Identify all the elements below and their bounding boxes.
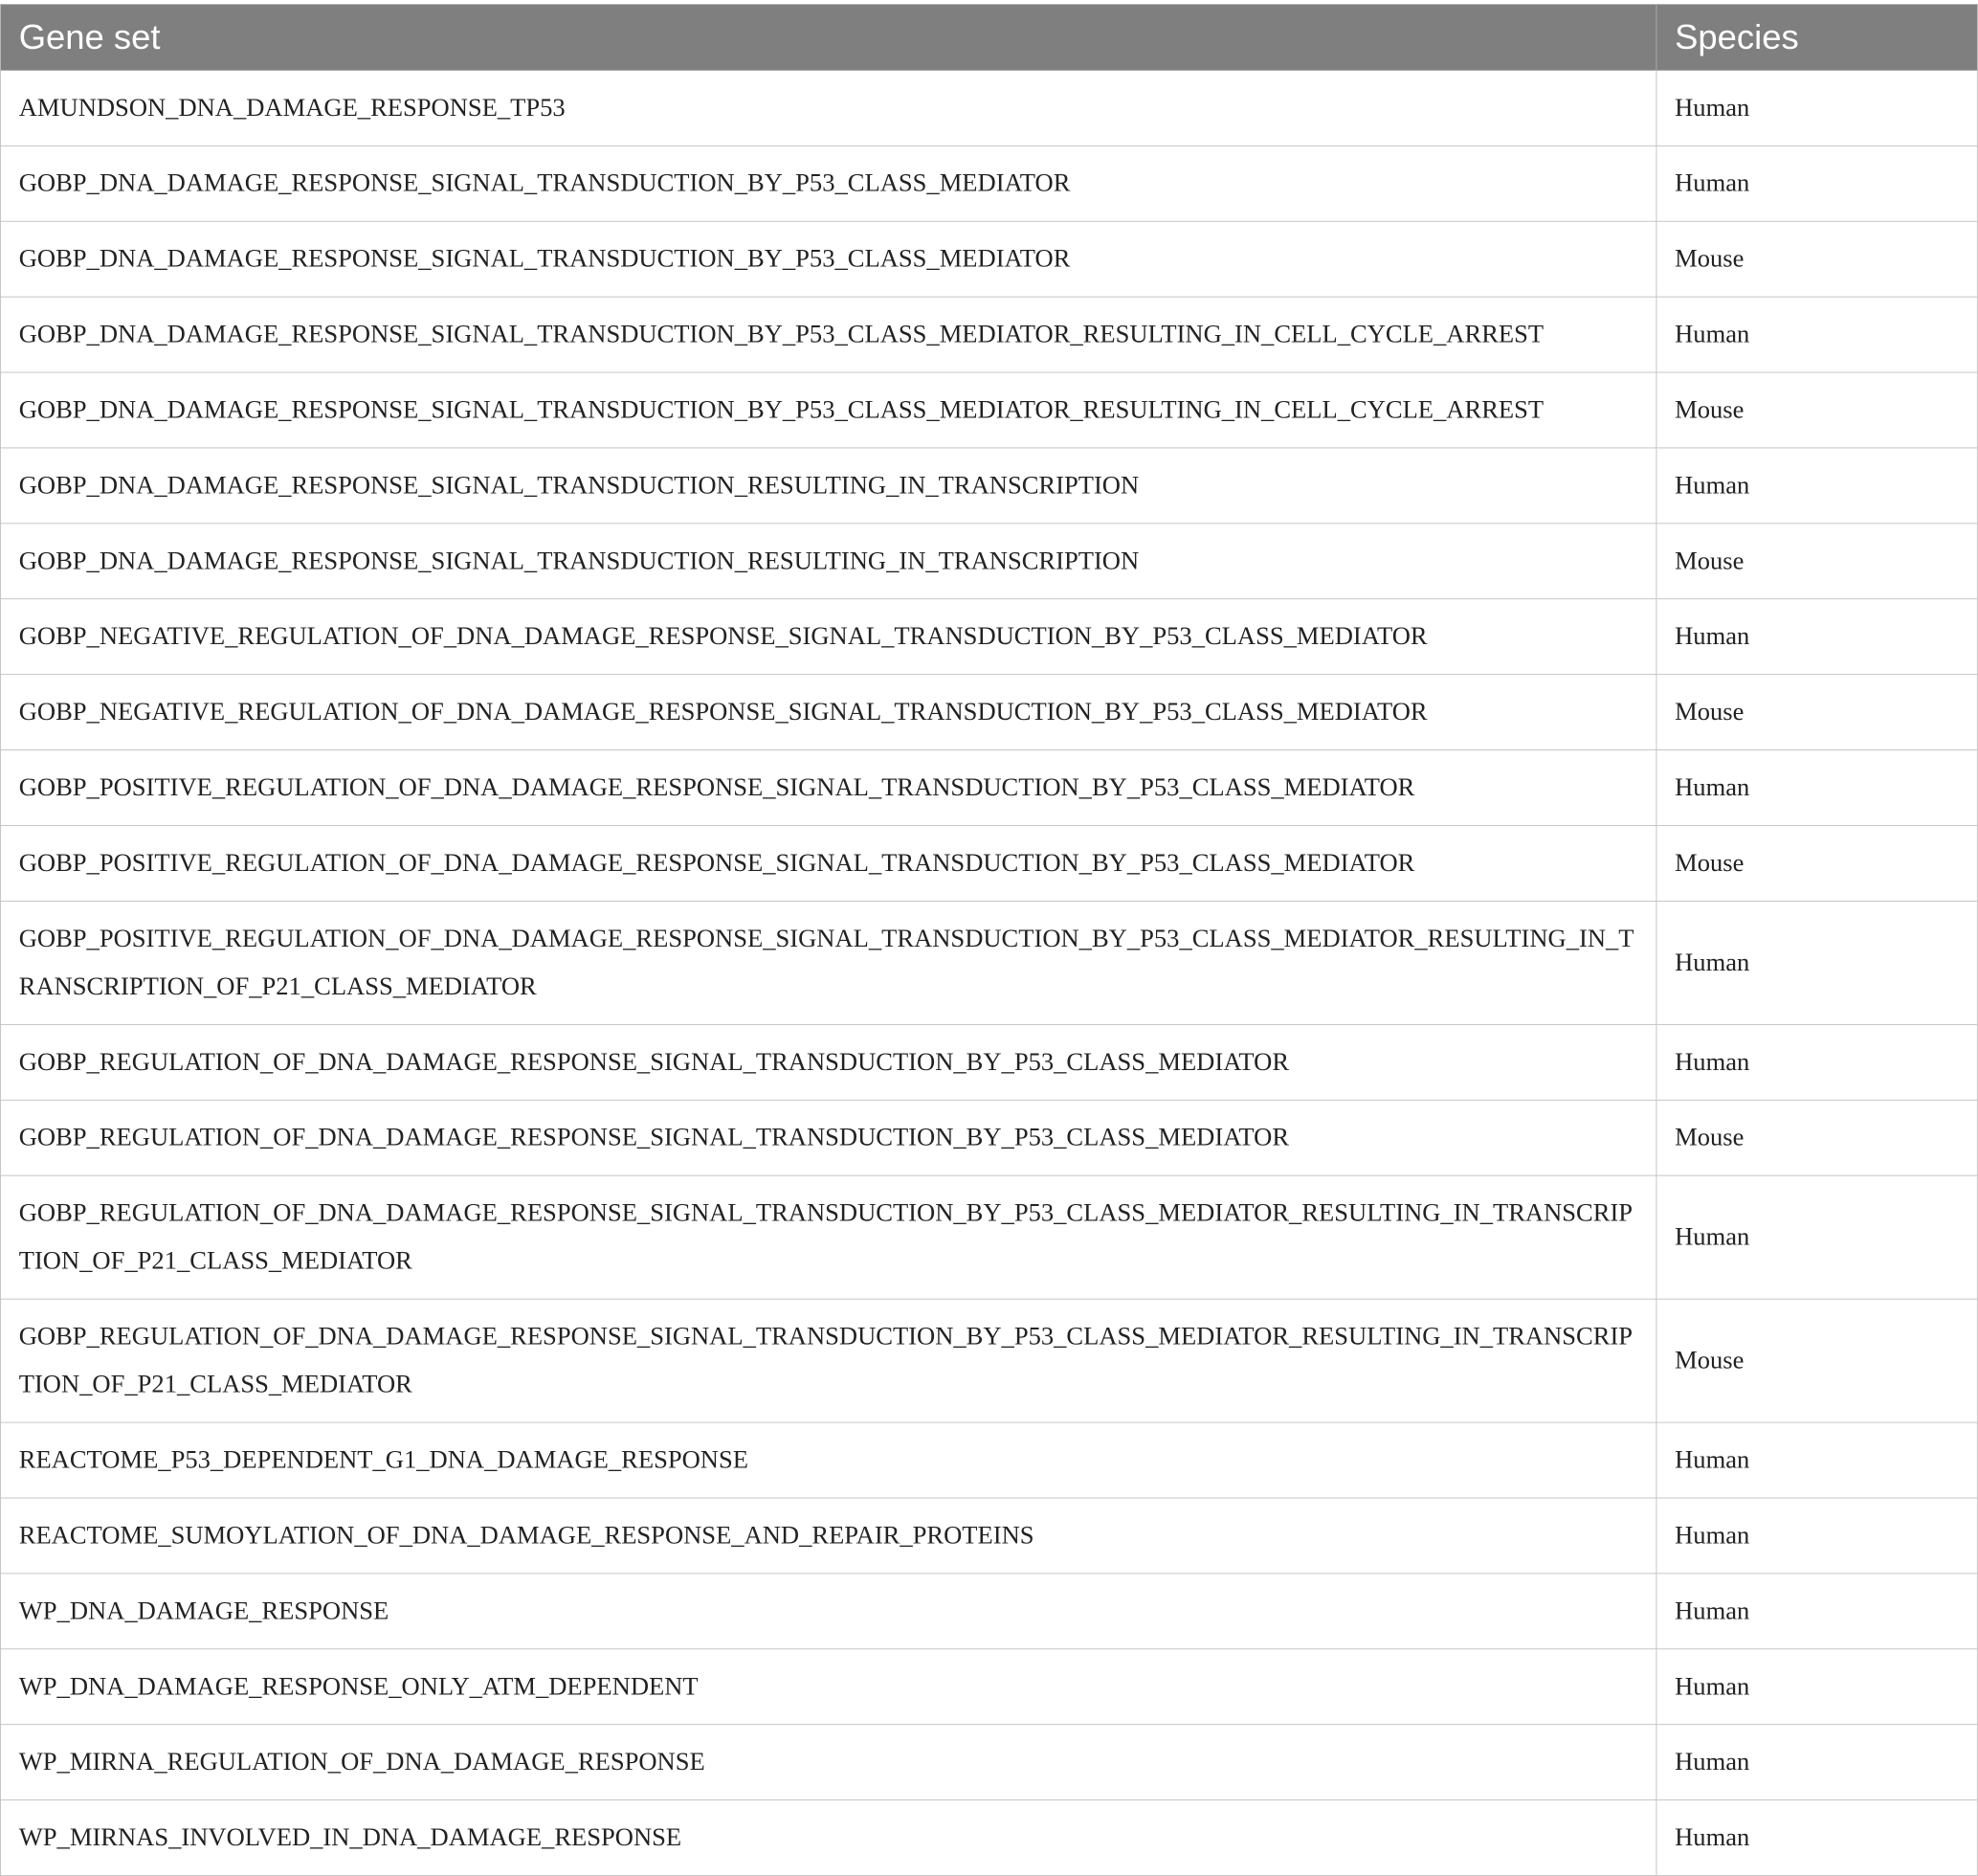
table-row: [0, 448, 1977, 524]
species-cell: Human: [1656, 145, 1978, 221]
gene-set-cell: GOBP_POSITIVE_REGULATION_OF_DNA_DAMAGE_RESPONSE_SIGNAL_TRANSDUCTION_BY_P53_CLASS_MEDIATOR: [0, 750, 1656, 826]
gene-set-cell: WP_MIRNA_REGULATION_OF_DNA_DAMAGE_RESPONSE: [0, 1725, 1656, 1800]
table-row: [0, 750, 1977, 826]
gene-set-cell: GOBP_POSITIVE_REGULATION_OF_DNA_DAMAGE_RESPONSE_SIGNAL_TRANSDUCTION_BY_P53_CLASS_MEDIATOR: [0, 825, 1656, 901]
table-row: [0, 1498, 1977, 1574]
species-cell: Human: [1656, 1422, 1978, 1498]
table-row: [0, 675, 1977, 750]
species-cell: Human: [1656, 599, 1978, 675]
species-cell: Human: [1656, 1649, 1978, 1725]
species-cell: Human: [1656, 1024, 1978, 1100]
table-row: [0, 524, 1977, 599]
gene-set-cell: WP_DNA_DAMAGE_RESPONSE_ONLY_ATM_DEPENDENT: [0, 1649, 1656, 1725]
species-cell: Mouse: [1656, 372, 1978, 448]
species-cell: Human: [1656, 1498, 1978, 1574]
species-cell: Human: [1656, 750, 1978, 826]
species-cell: Human: [1656, 70, 1978, 145]
table-row: [0, 901, 1977, 1024]
gene-set-cell: GOBP_NEGATIVE_REGULATION_OF_DNA_DAMAGE_RESPONSE_SIGNAL_TRANSDUCTION_BY_P53_CLASS_MEDIATOR: [0, 599, 1656, 675]
table-row: [0, 221, 1977, 297]
table-row: [0, 599, 1977, 675]
species-cell: Mouse: [1656, 825, 1978, 901]
table-row: [0, 1574, 1977, 1649]
column-header-gene-set: Gene set: [0, 4, 1656, 70]
table-row: [0, 297, 1977, 372]
gene-set-cell: WP_DNA_DAMAGE_RESPONSE: [0, 1574, 1656, 1649]
gene-set-cell: GOBP_REGULATION_OF_DNA_DAMAGE_RESPONSE_SIGNAL_TRANSDUCTION_BY_P53_CLASS_MEDIATOR: [0, 1100, 1656, 1175]
table-header: [0, 4, 1977, 70]
gene-set-cell: REACTOME_P53_DEPENDENT_G1_DNA_DAMAGE_RESPONSE: [0, 1422, 1656, 1498]
gene-set-table-container: [0, 4, 1799, 1876]
table-row: [0, 1024, 1977, 1100]
species-cell: Human: [1656, 1175, 1978, 1299]
gene-set-table: [0, 4, 1978, 1876]
column-header-species: Species: [1656, 4, 1978, 70]
species-cell: Mouse: [1656, 524, 1978, 599]
gene-set-cell: GOBP_REGULATION_OF_DNA_DAMAGE_RESPONSE_SIGNAL_TRANSDUCTION_BY_P53_CLASS_MEDIATOR_RESULTING_IN_TRANSCRIPTION_OF_P21_CLASS_MEDIATOR: [0, 1175, 1656, 1299]
table-row: [0, 372, 1977, 448]
species-cell: Mouse: [1656, 1100, 1978, 1175]
table-row: [0, 1175, 1977, 1299]
species-cell: Mouse: [1656, 675, 1978, 750]
species-cell: Mouse: [1656, 1299, 1978, 1422]
gene-set-cell: AMUNDSON_DNA_DAMAGE_RESPONSE_TP53: [0, 70, 1656, 145]
gene-set-cell: GOBP_DNA_DAMAGE_RESPONSE_SIGNAL_TRANSDUCTION_RESULTING_IN_TRANSCRIPTION: [0, 448, 1656, 524]
gene-set-cell: GOBP_DNA_DAMAGE_RESPONSE_SIGNAL_TRANSDUCTION_BY_P53_CLASS_MEDIATOR: [0, 145, 1656, 221]
gene-set-cell: GOBP_REGULATION_OF_DNA_DAMAGE_RESPONSE_SIGNAL_TRANSDUCTION_BY_P53_CLASS_MEDIATOR_RESULTING_IN_TRANSCRIPTION_OF_P21_CLASS_MEDIATOR: [0, 1299, 1656, 1422]
species-cell: Human: [1656, 1574, 1978, 1649]
gene-set-cell: GOBP_POSITIVE_REGULATION_OF_DNA_DAMAGE_RESPONSE_SIGNAL_TRANSDUCTION_BY_P53_CLASS_MEDIATOR_RESULTING_IN_TRANSCRIPTION_OF_P21_CLASS_MEDIATOR: [0, 901, 1656, 1024]
gene-set-cell: GOBP_DNA_DAMAGE_RESPONSE_SIGNAL_TRANSDUCTION_RESULTING_IN_TRANSCRIPTION: [0, 524, 1656, 599]
table-row: [0, 1422, 1977, 1498]
table-row: [0, 1725, 1977, 1800]
table-row: [0, 1649, 1977, 1725]
species-cell: Human: [1656, 297, 1978, 372]
header-row: [0, 4, 1977, 70]
table-row: [0, 145, 1977, 221]
species-cell: Human: [1656, 1725, 1978, 1800]
species-cell: Human: [1656, 448, 1978, 524]
table-row: [0, 825, 1977, 901]
gene-set-cell: WP_MIRNAS_INVOLVED_IN_DNA_DAMAGE_RESPONSE: [0, 1800, 1656, 1876]
gene-set-cell: GOBP_NEGATIVE_REGULATION_OF_DNA_DAMAGE_RESPONSE_SIGNAL_TRANSDUCTION_BY_P53_CLASS_MEDIATOR: [0, 675, 1656, 750]
gene-set-cell: GOBP_DNA_DAMAGE_RESPONSE_SIGNAL_TRANSDUCTION_BY_P53_CLASS_MEDIATOR: [0, 221, 1656, 297]
gene-set-cell: GOBP_REGULATION_OF_DNA_DAMAGE_RESPONSE_SIGNAL_TRANSDUCTION_BY_P53_CLASS_MEDIATOR: [0, 1024, 1656, 1100]
gene-set-cell: GOBP_DNA_DAMAGE_RESPONSE_SIGNAL_TRANSDUCTION_BY_P53_CLASS_MEDIATOR_RESULTING_IN_CELL_CYCLE_ARREST: [0, 297, 1656, 372]
table-row: [0, 1800, 1977, 1876]
species-cell: Human: [1656, 1800, 1978, 1876]
table-body: [0, 70, 1977, 1875]
table-row: [0, 1100, 1977, 1175]
species-cell: Mouse: [1656, 221, 1978, 297]
species-cell: Human: [1656, 901, 1978, 1024]
gene-set-cell: REACTOME_SUMOYLATION_OF_DNA_DAMAGE_RESPONSE_AND_REPAIR_PROTEINS: [0, 1498, 1656, 1574]
table-row: [0, 1299, 1977, 1422]
gene-set-cell: GOBP_DNA_DAMAGE_RESPONSE_SIGNAL_TRANSDUCTION_BY_P53_CLASS_MEDIATOR_RESULTING_IN_CELL_CYCLE_ARREST: [0, 372, 1656, 448]
table-row: [0, 70, 1977, 145]
